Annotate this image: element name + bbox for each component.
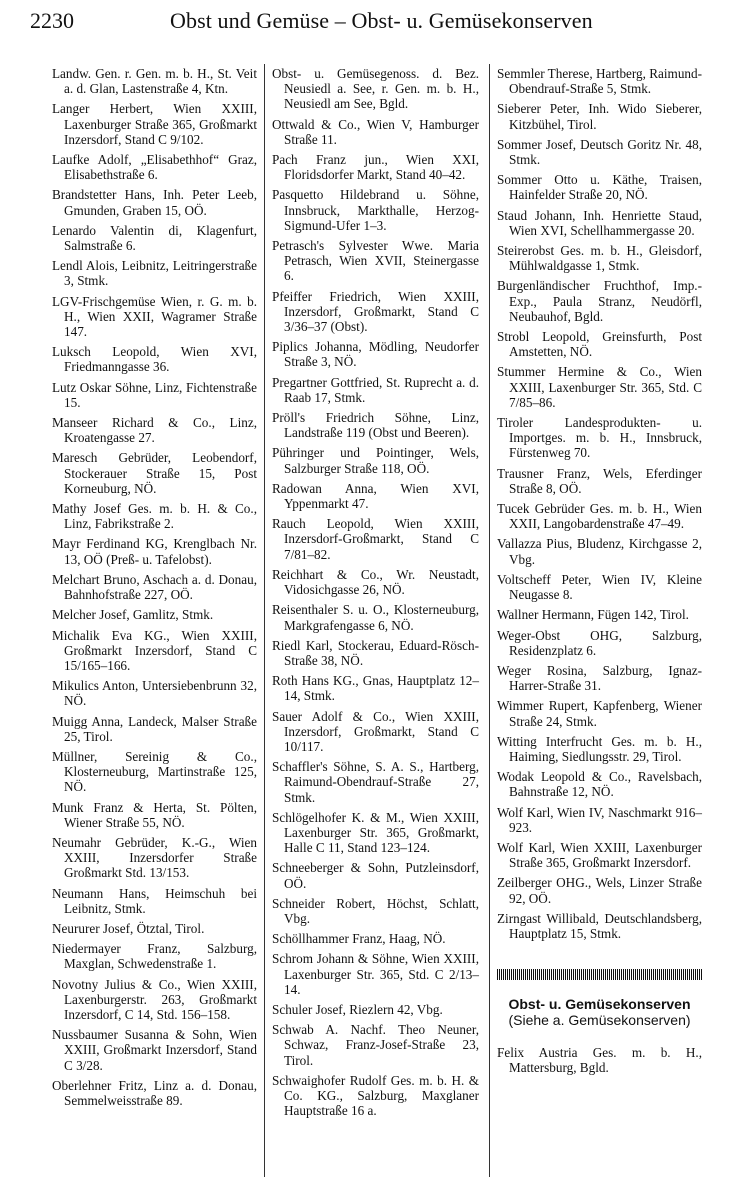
page-number: 2230 — [30, 8, 74, 33]
page-title: Obst und Gemüse – Obst- u. Gemüsekonserven — [170, 8, 593, 33]
directory-entry: Witting Interfrucht Ges. m. b. H., Haiming, Siedlungsstr. 29, Tirol. — [497, 733, 702, 764]
directory-entry: Tucek Gebrüder Ges. m. b. H., Wien XXII, Langobardenstraße 47–49. — [497, 501, 702, 532]
directory-entry: Wodak Leopold & Co., Ravelsbach, Bahnstraße 12, NÖ. — [497, 769, 702, 800]
directory-entry: Steirerobst Ges. m. b. H., Gleisdorf, Mühlwaldgasse 1, Stmk. — [497, 243, 702, 274]
directory-entry: Weger-Obst OHG, Salzburg, Residenzplatz 6. — [497, 627, 702, 658]
column-3 — [497, 66, 702, 1197]
directory-entry: Schneider Robert, Höchst, Schlatt, Vbg. — [272, 895, 479, 926]
directory-entry: Neumann Hans, Heimschuh bei Leibnitz, Stmk. — [52, 885, 257, 916]
directory-entry: Ottwald & Co., Wien V, Hamburger Straße 11. — [272, 116, 479, 147]
directory-entry: LGV-Frischgemüse Wien, r. G. m. b. H., Wien XXII, Wagramer Straße 147. — [52, 293, 257, 340]
directory-entry: Roth Hans KG., Gnas, Hauptplatz 12–14, Stmk. — [272, 673, 479, 704]
directory-entry: Lenardo Valentin di, Klagenfurt, Salmstraße 6. — [52, 222, 257, 254]
column-1 — [52, 66, 257, 1197]
directory-entry: Michalik Eva KG., Wien XXIII, Großmarkt Inzersdorf, Stand C 15/165–166. — [52, 627, 257, 673]
directory-entry: Luksch Leopold, Wien XVI, Friedmanngasse 36. — [52, 344, 257, 375]
directory-entry: Nussbaumer Susanna & Sohn, Wien XXIII, Großmarkt Inzersdorf, Stand C 3/28. — [52, 1027, 257, 1073]
column-3-entries — [497, 66, 702, 941]
directory-entry: Wolf Karl, Wien IV, Naschmarkt 916–923. — [497, 804, 702, 835]
directory-entry: Manseer Richard & Co., Linz, Kroatengasse 27. — [52, 415, 257, 446]
directory-entry: Pfeiffer Friedrich, Wien XXIII, Inzersdorf, Großmarkt, Stand C 3/36–37 (Obst). — [272, 288, 479, 335]
directory-entry: Brandstetter Hans, Inh. Peter Leeb, Gmunden, Graben 15, OÖ. — [52, 187, 257, 218]
directory-entry: Stummer Hermine & Co., Wien XXIII, Laxenburger Str. 365, Std. C 7/85–86. — [497, 364, 702, 410]
directory-entry: Landw. Gen. r. Gen. m. b. H., St. Veit a. d. Glan, Lastenstraße 4, Ktn. — [52, 66, 257, 97]
directory-entry: Schwab A. Nachf. Theo Neuner, Schwaz, Franz-Josef-Straße 23, Tirol. — [272, 1022, 479, 1068]
directory-entry: Tiroler Landesprodukten- u. Importges. m. b. H., Innsbruck, Fürstenweg 70. — [497, 415, 702, 461]
directory-entry: Semmler Therese, Hartberg, Raimund-Obendrauf-Straße 5, Stmk. — [497, 66, 702, 97]
directory-entry: Mikulics Anton, Untersiebenbrunn 32, NÖ. — [52, 678, 257, 709]
directory-entry: Neumahr Gebrüder, K.-G., Wien XXIII, Inzersdorfer Straße Großmarkt Std. 13/153. — [52, 834, 257, 881]
directory-entry: Burgenländischer Fruchthof, Imp.-Exp., Paula Stranz, Neudörfl, Neubauhof, Bgld. — [497, 278, 702, 324]
section-entries — [497, 1045, 702, 1075]
directory-entry: Strobl Leopold, Greinsfurth, Post Amstetten, NÖ. — [497, 329, 702, 360]
directory-entry: Obst- u. Gemüsegenoss. d. Bez. Neusiedl a. See, r. Gen. m. b. H., Neusiedl am See, Bgld. — [272, 66, 479, 112]
directory-entry: Schöllhammer Franz, Haag, NÖ. — [272, 931, 446, 947]
directory-entry: Mayr Ferdinand KG, Krenglbach Nr. 13, OÖ (Preß- u. Tafelobst). — [52, 536, 257, 567]
directory-entry: Lutz Oskar Söhne, Linz, Fichtenstraße 15. — [52, 379, 257, 410]
directory-entry: Novotny Julius & Co., Wien XXIII, Laxenburgerstr. 263, Großmarkt Inzersdorf, C 14, Std. 156–158. — [52, 976, 257, 1022]
directory-entry: Langer Herbert, Wien XXIII, Laxenburger Straße 365, Großmarkt Inzersdorf, Stand C 9/102. — [52, 101, 257, 147]
directory-entry: Neururer Josef, Ötztal, Tirol. — [52, 920, 205, 936]
directory-entry: Rauch Leopold, Wien XXIII, Inzersdorf-Großmarkt, Stand C 7/81–82. — [272, 516, 479, 562]
directory-entry: Schaffler's Söhne, S. A. S., Hartberg, Raimund-Obendrauf-Straße 27, Stmk. — [272, 759, 479, 805]
directory-entry: Maresch Gebrüder, Leobendorf, Stockerauer Straße 15, Post Korneuburg, NÖ. — [52, 450, 257, 496]
directory-entry: Wallner Hermann, Fügen 142, Tirol. — [497, 607, 689, 623]
directory-entry: Schlögelhofer K. & M., Wien XXIII, Laxenburger Str. 365, Großmarkt, Halle C 11, Stand 123–124. — [272, 809, 479, 856]
column-divider — [264, 64, 265, 1177]
directory-entry: Voltscheff Peter, Wien IV, Kleine Neugasse 8. — [497, 571, 702, 603]
directory-entry: Schwaighofer Rudolf Ges. m. b. H. & Co. KG., Salzburg, Maxglaner Hauptstraße 16 a. — [272, 1072, 479, 1119]
directory-entry: Schuler Josef, Riezlern 42, Vbg. — [272, 1001, 443, 1017]
directory-entry: Pach Franz jun., Wien XXI, Floridsdorfer Markt, Stand 40–42. — [272, 152, 479, 183]
directory-entry: Laufke Adolf, „Elisabethhof“ Graz, Elisabethstraße 6. — [52, 152, 257, 183]
column-divider — [489, 64, 490, 1177]
directory-entry: Riedl Karl, Stockerau, Eduard-Rösch-Straße 38, NÖ. — [272, 637, 479, 668]
directory-entry: Zirngast Willibald, Deutschlandsberg, Hauptplatz 15, Stmk. — [497, 910, 702, 941]
section-divider-bar — [497, 969, 702, 980]
directory-entry: Felix Austria Ges. m. b. H., Mattersburg, Bgld. — [497, 1045, 702, 1076]
directory-entry: Pregartner Gottfried, St. Ruprecht a. d. Raab 17, Stmk. — [272, 374, 479, 405]
directory-entry: Sommer Josef, Deutsch Goritz Nr. 48, Stmk. — [497, 136, 702, 168]
column-2 — [272, 66, 479, 1197]
directory-entry: Oberlehner Fritz, Linz a. d. Donau, Semmelweisstraße 89. — [52, 1077, 257, 1108]
directory-entry: Niedermayer Franz, Salzburg, Maxglan, Schwedenstraße 1. — [52, 941, 257, 972]
directory-entry: Reichhart & Co., Wr. Neustadt, Vidosichgasse 26, NÖ. — [272, 566, 479, 598]
directory-entry: Wolf Karl, Wien XXIII, Laxenburger Straße 365, Großmarkt Inzersdorf. — [497, 839, 702, 871]
directory-entry: Vallazza Pius, Bludenz, Kirchgasse 2, Vbg. — [497, 536, 702, 567]
section-subtitle: (Siehe a. Gemüsekonserven) — [508, 1012, 691, 1029]
directory-entry: Radowan Anna, Wien XVI, Yppenmarkt 47. — [272, 480, 479, 512]
directory-entry: Mathy Josef Ges. m. b. H. & Co., Linz, Fabrikstraße 2. — [52, 501, 257, 532]
directory-entry: Pühringer und Pointinger, Wels, Salzburger Straße 118, OÖ. — [272, 445, 479, 476]
directory-entry: Staud Johann, Inh. Henriette Staud, Wien XVI, Schellhammergasse 20. — [497, 207, 702, 238]
directory-entry: Melcher Josef, Gamlitz, Stmk. — [52, 607, 214, 623]
directory-entry: Muigg Anna, Landeck, Malser Straße 25, Tirol. — [52, 713, 257, 744]
directory-entry: Sommer Otto u. Käthe, Traisen, Hainfelder Straße 20, NÖ. — [497, 172, 702, 203]
directory-entry: Piplics Johanna, Mödling, Neudorfer Straße 3, NÖ. — [272, 339, 479, 370]
directory-entry: Petrasch's Sylvester Wwe. Maria Petrasch, Wien XVII, Steinergasse 6. — [272, 238, 479, 284]
directory-entry: Schneeberger & Sohn, Putzleinsdorf, OÖ. — [272, 860, 479, 891]
directory-entry: Pröll's Friedrich Söhne, Linz, Landstraße 119 (Obst und Beeren). — [272, 410, 479, 441]
directory-entry: Schrom Johann & Söhne, Wien XXIII, Laxenburger Str. 365, Std. C 2/13–14. — [272, 951, 479, 997]
directory-entry: Zeilberger OHG., Wels, Linzer Straße 92, OÖ. — [497, 875, 702, 906]
directory-entry: Wimmer Rupert, Kapfenberg, Wiener Straße 24, Stmk. — [497, 698, 702, 729]
directory-entry: Lendl Alois, Leibnitz, Leitringerstraße 3, Stmk. — [52, 258, 257, 289]
directory-entry: Trausner Franz, Wels, Eferdinger Straße 8, OÖ. — [497, 465, 702, 496]
section-title: Obst- u. Gemüsekonserven — [508, 996, 691, 1013]
directory-entry: Munk Franz & Herta, St. Pölten, Wiener Straße 55, NÖ. — [52, 799, 257, 830]
directory-entry: Sieberer Peter, Inh. Wido Sieberer, Kitzbühel, Tirol. — [497, 101, 702, 132]
directory-entry: Weger Rosina, Salzburg, Ignaz-Harrer-Straße 31. — [497, 662, 702, 694]
page-header — [30, 8, 725, 38]
directory-entry: Pasquetto Hildebrand u. Söhne, Innsbruck, Markthalle, Herzog-Sigmund-Ufer 1–3. — [272, 187, 479, 233]
directory-entry: Melchart Bruno, Aschach a. d. Donau, Bahnhofstraße 227, OÖ. — [52, 571, 257, 603]
directory-entry: Reisenthaler S. u. O., Klosterneuburg, Markgrafengasse 6, NÖ. — [272, 602, 479, 633]
directory-entry: Müllner, Sereinig & Co., Klosterneuburg, Martinstraße 125, NÖ. — [52, 748, 257, 795]
directory-entry: Sauer Adolf & Co., Wien XXIII, Inzersdorf, Großmarkt, Stand C 10/117. — [272, 708, 479, 754]
